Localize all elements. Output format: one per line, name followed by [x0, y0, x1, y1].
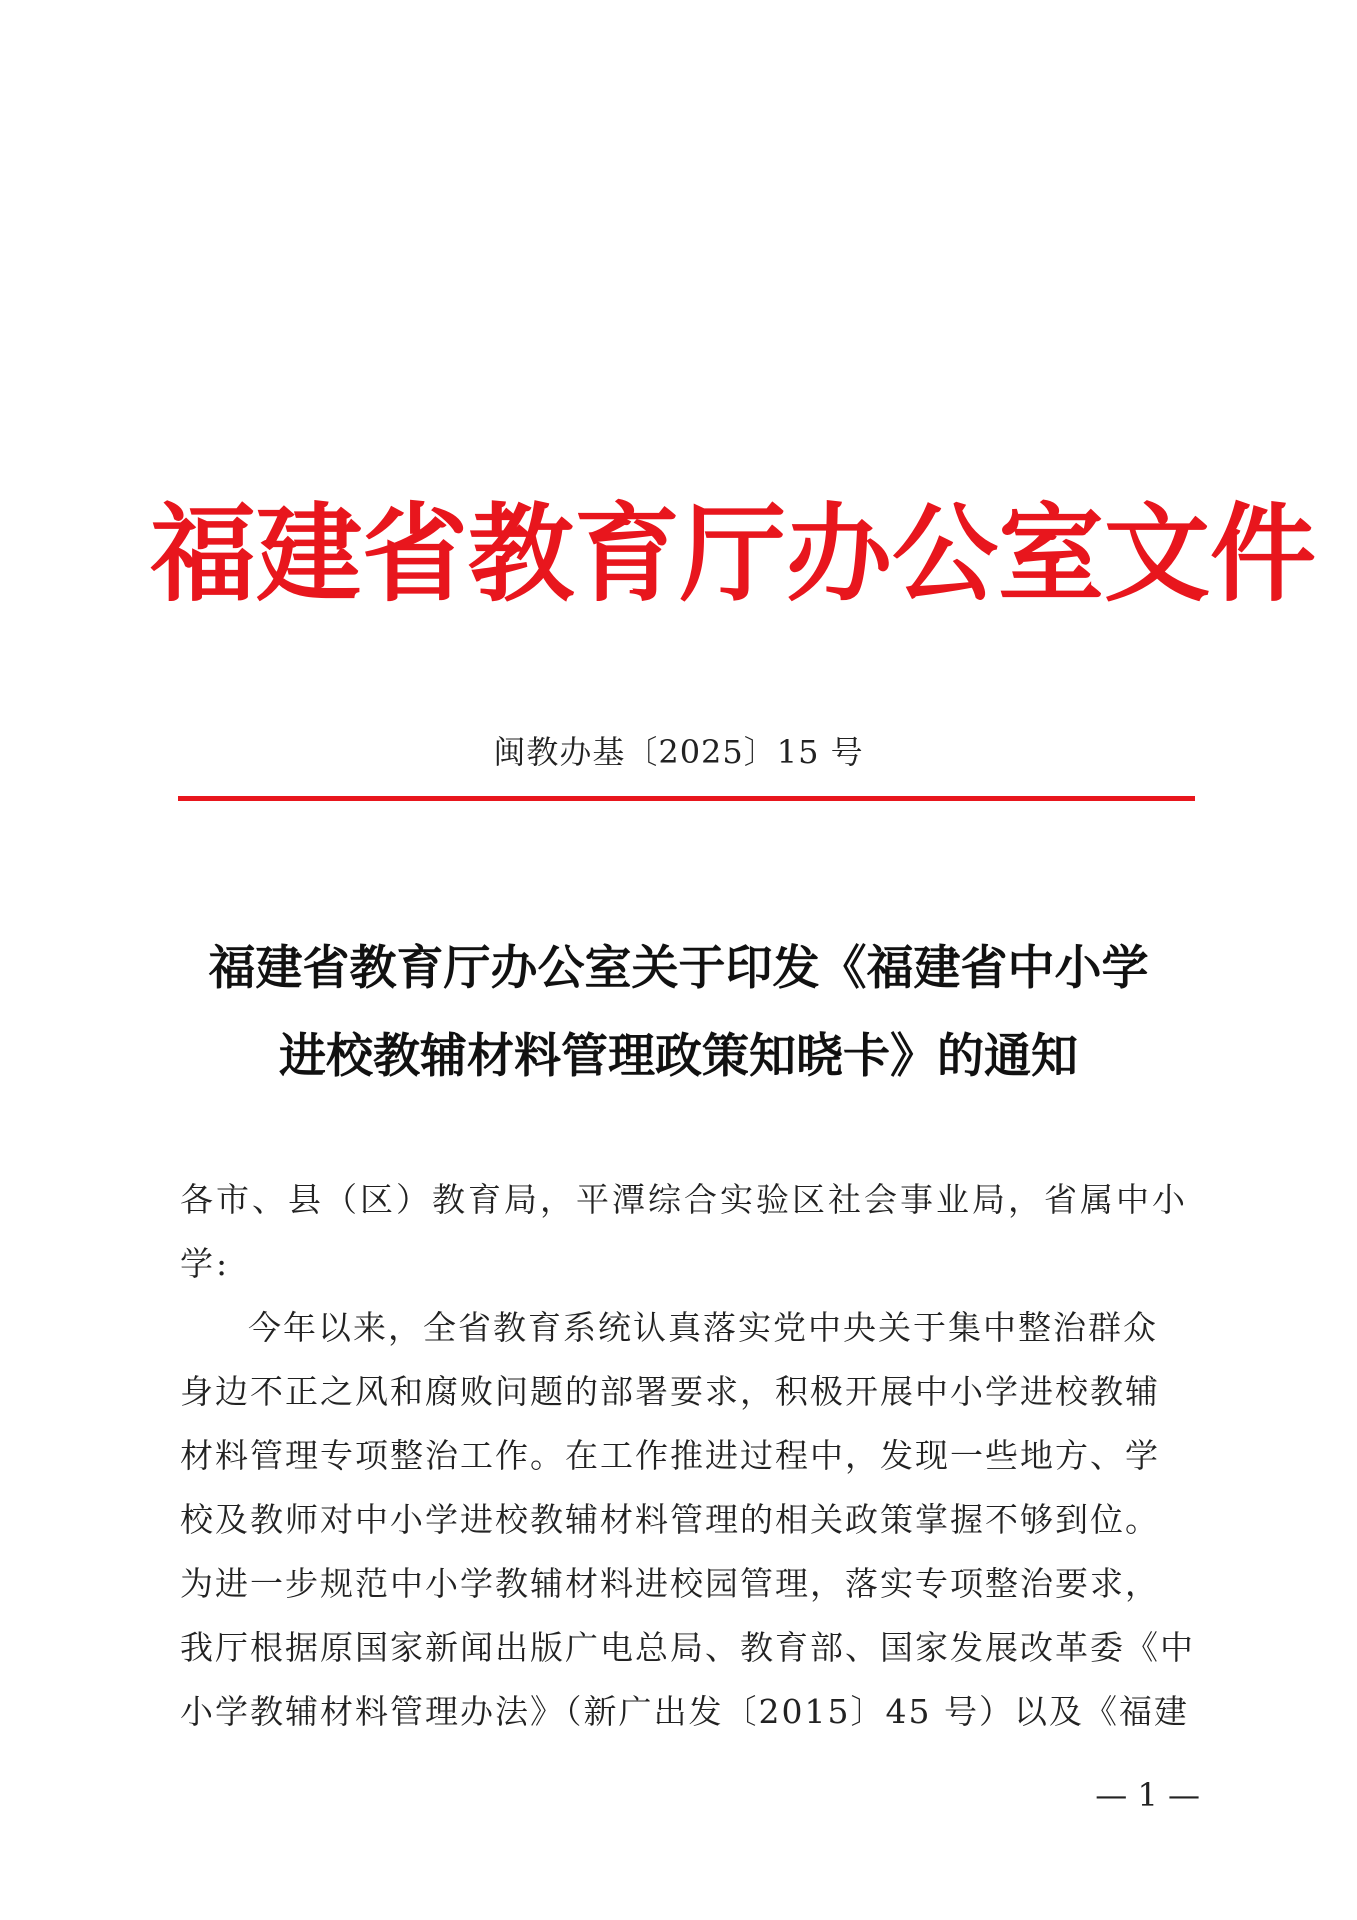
- body-line: 我厅根据原国家新闻出版广电总局、教育部、国家发展改革委《中: [180, 1628, 1195, 1667]
- title-line: 福建省教育厅办公室关于印发《福建省中小学: [208, 941, 1149, 996]
- body-line: 为进一步规范中小学教辅材料进校园管理，落实专项整治要求，: [180, 1564, 1160, 1603]
- red-divider-line: [178, 796, 1195, 801]
- body-line: 今年以来，全省教育系统认真落实党中央关于集中整治群众: [248, 1308, 1158, 1347]
- body-line: 校及教师对中小学进校教辅材料管理的相关政策掌握不够到位。: [180, 1500, 1160, 1539]
- title-line: 进校教辅材料管理政策知晓卡》的通知: [279, 1029, 1078, 1084]
- body-line: 材料管理专项整治工作。在工作推进过程中，发现一些地方、学: [180, 1436, 1160, 1475]
- addressee-line: 各市、县（区）教育局，平潭综合实验区社会事业局，省属中小: [180, 1180, 1188, 1219]
- addressee: [180, 1168, 1190, 1296]
- page-number: — 1 —: [1095, 1776, 1200, 1814]
- addressee-line: 学:: [180, 1244, 231, 1283]
- body-line: 小学教辅材料管理办法》（新广出发〔2015〕45 号）以及《福建: [180, 1692, 1189, 1731]
- body-line: 身边不正之风和腐败问题的部署要求，积极开展中小学进校教辅: [180, 1372, 1160, 1411]
- document-title: [150, 925, 1207, 1101]
- body-paragraph: [180, 1296, 1195, 1744]
- document-number: 闽教办基〔2025〕15 号: [493, 733, 864, 771]
- issuer-masthead: 福建省教育厅办公室文件: [150, 493, 1316, 616]
